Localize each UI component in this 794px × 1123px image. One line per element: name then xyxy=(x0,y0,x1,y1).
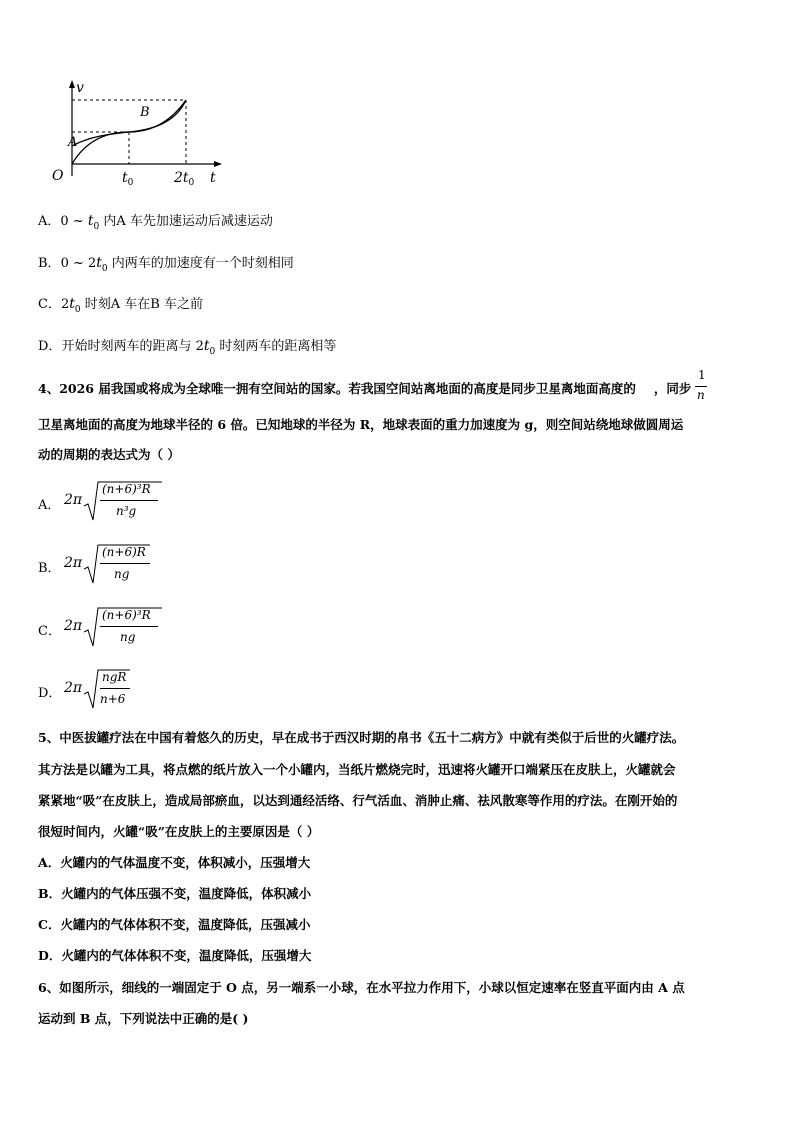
origin-label: O xyxy=(52,168,64,184)
q5-stem-line2: 其方法是以罐为工具，将点燃的纸片放入一个小罐内，当纸片燃烧完时，迅速将火罐开口端紧压在皮肤上，火罐就会 xyxy=(38,762,676,777)
q3-option-c[interactable]: C．$2t_0$ 时刻A 车在B 车之前 xyxy=(38,296,203,315)
q4-stem-line2: 卫星离地面的高度为地球半径的 6 倍。已知地球的半径为 R，地球表面的重力加速度为 g，则空间站绕地球做圆周运 xyxy=(38,417,684,432)
q4-stem-line3: 动的周期的表达式为（ ） xyxy=(38,447,180,462)
q4-frac-den: n xyxy=(697,388,705,402)
curve-b xyxy=(72,100,186,164)
q5-stem-line4: 很短时间内，火罐“吸”在皮肤上的主要原因是（ ） xyxy=(38,824,320,839)
vt-graph xyxy=(50,76,250,196)
q5-option-b[interactable]: B．火罐内的气体压强不变，温度降低，体积减小 xyxy=(38,886,312,901)
q4-option-c[interactable]: C． 2π (n+6)³R ng xyxy=(38,604,238,652)
q5-option-d[interactable]: D．火罐内的气体体积不变，温度降低，压强增大 xyxy=(38,948,312,963)
q3-option-d[interactable]: D．开始时刻两车的距离与 $2t_0$ 时刻两车的距离相等 xyxy=(38,338,337,357)
q5-option-a[interactable]: A．火罐内的气体温度不变，体积减小，压强增大 xyxy=(38,855,311,870)
v-axis-arrow xyxy=(69,80,75,88)
t-label: t xyxy=(210,170,216,186)
q4-option-b[interactable]: B． 2π (n+6)R ng xyxy=(38,541,238,589)
q5-option-c[interactable]: C．火罐内的气体体积不变，温度降低，压强减小 xyxy=(38,917,311,932)
q4-fraction xyxy=(694,368,708,408)
q4-option-d[interactable]: D． 2π ngR n+6 xyxy=(38,666,238,714)
t-axis-arrow xyxy=(214,161,222,167)
t0-label: $t_0$ xyxy=(122,170,134,188)
q4-frac-bar xyxy=(695,386,707,387)
q4-option-a[interactable]: A． 2π (n+6)³R n³g xyxy=(38,478,238,526)
q5-stem-line1: 5、中医拔罐疗法在中国有着悠久的历史，早在成书于西汉时期的帛书《五十二病方》中就有类似于后世的火罐疗法。 xyxy=(38,730,685,745)
2t0-label: $2t_0$ xyxy=(174,170,195,188)
v-label: v xyxy=(76,80,84,96)
q6-stem-line1: 6、如图所示，细线的一端固定于 O 点，另一端系一小球，在水平拉力作用下，小球以恒定速率在竖直平面内由 A 点 xyxy=(38,980,685,995)
b-label: B xyxy=(140,105,150,120)
a-label: A xyxy=(68,135,78,150)
q4-stem-line1: 4、2026 届我国或将成为全球唯一拥有空间站的国家。若我国空间站离地面的高度是同步卫星离地面高度的 ，同步 xyxy=(38,381,692,396)
q4-frac-num: 1 xyxy=(698,368,706,382)
q3-option-a[interactable]: A．0 ~ $t_0$ 内A 车先加速运动后减速运动 xyxy=(38,213,273,232)
q3-option-b[interactable]: B．0 ~ $2t_0$ 内两车的加速度有一个时刻相同 xyxy=(38,255,294,274)
q6-stem-line2: 运动到 B 点，下列说法中正确的是( ) xyxy=(38,1011,249,1026)
q5-stem-line3: 紧紧地“吸”在皮肤上，造成局部瘀血，以达到通经活络、行气活血、消肿止痛、祛风散寒等作用的疗法。在刚开始的 xyxy=(38,793,678,808)
